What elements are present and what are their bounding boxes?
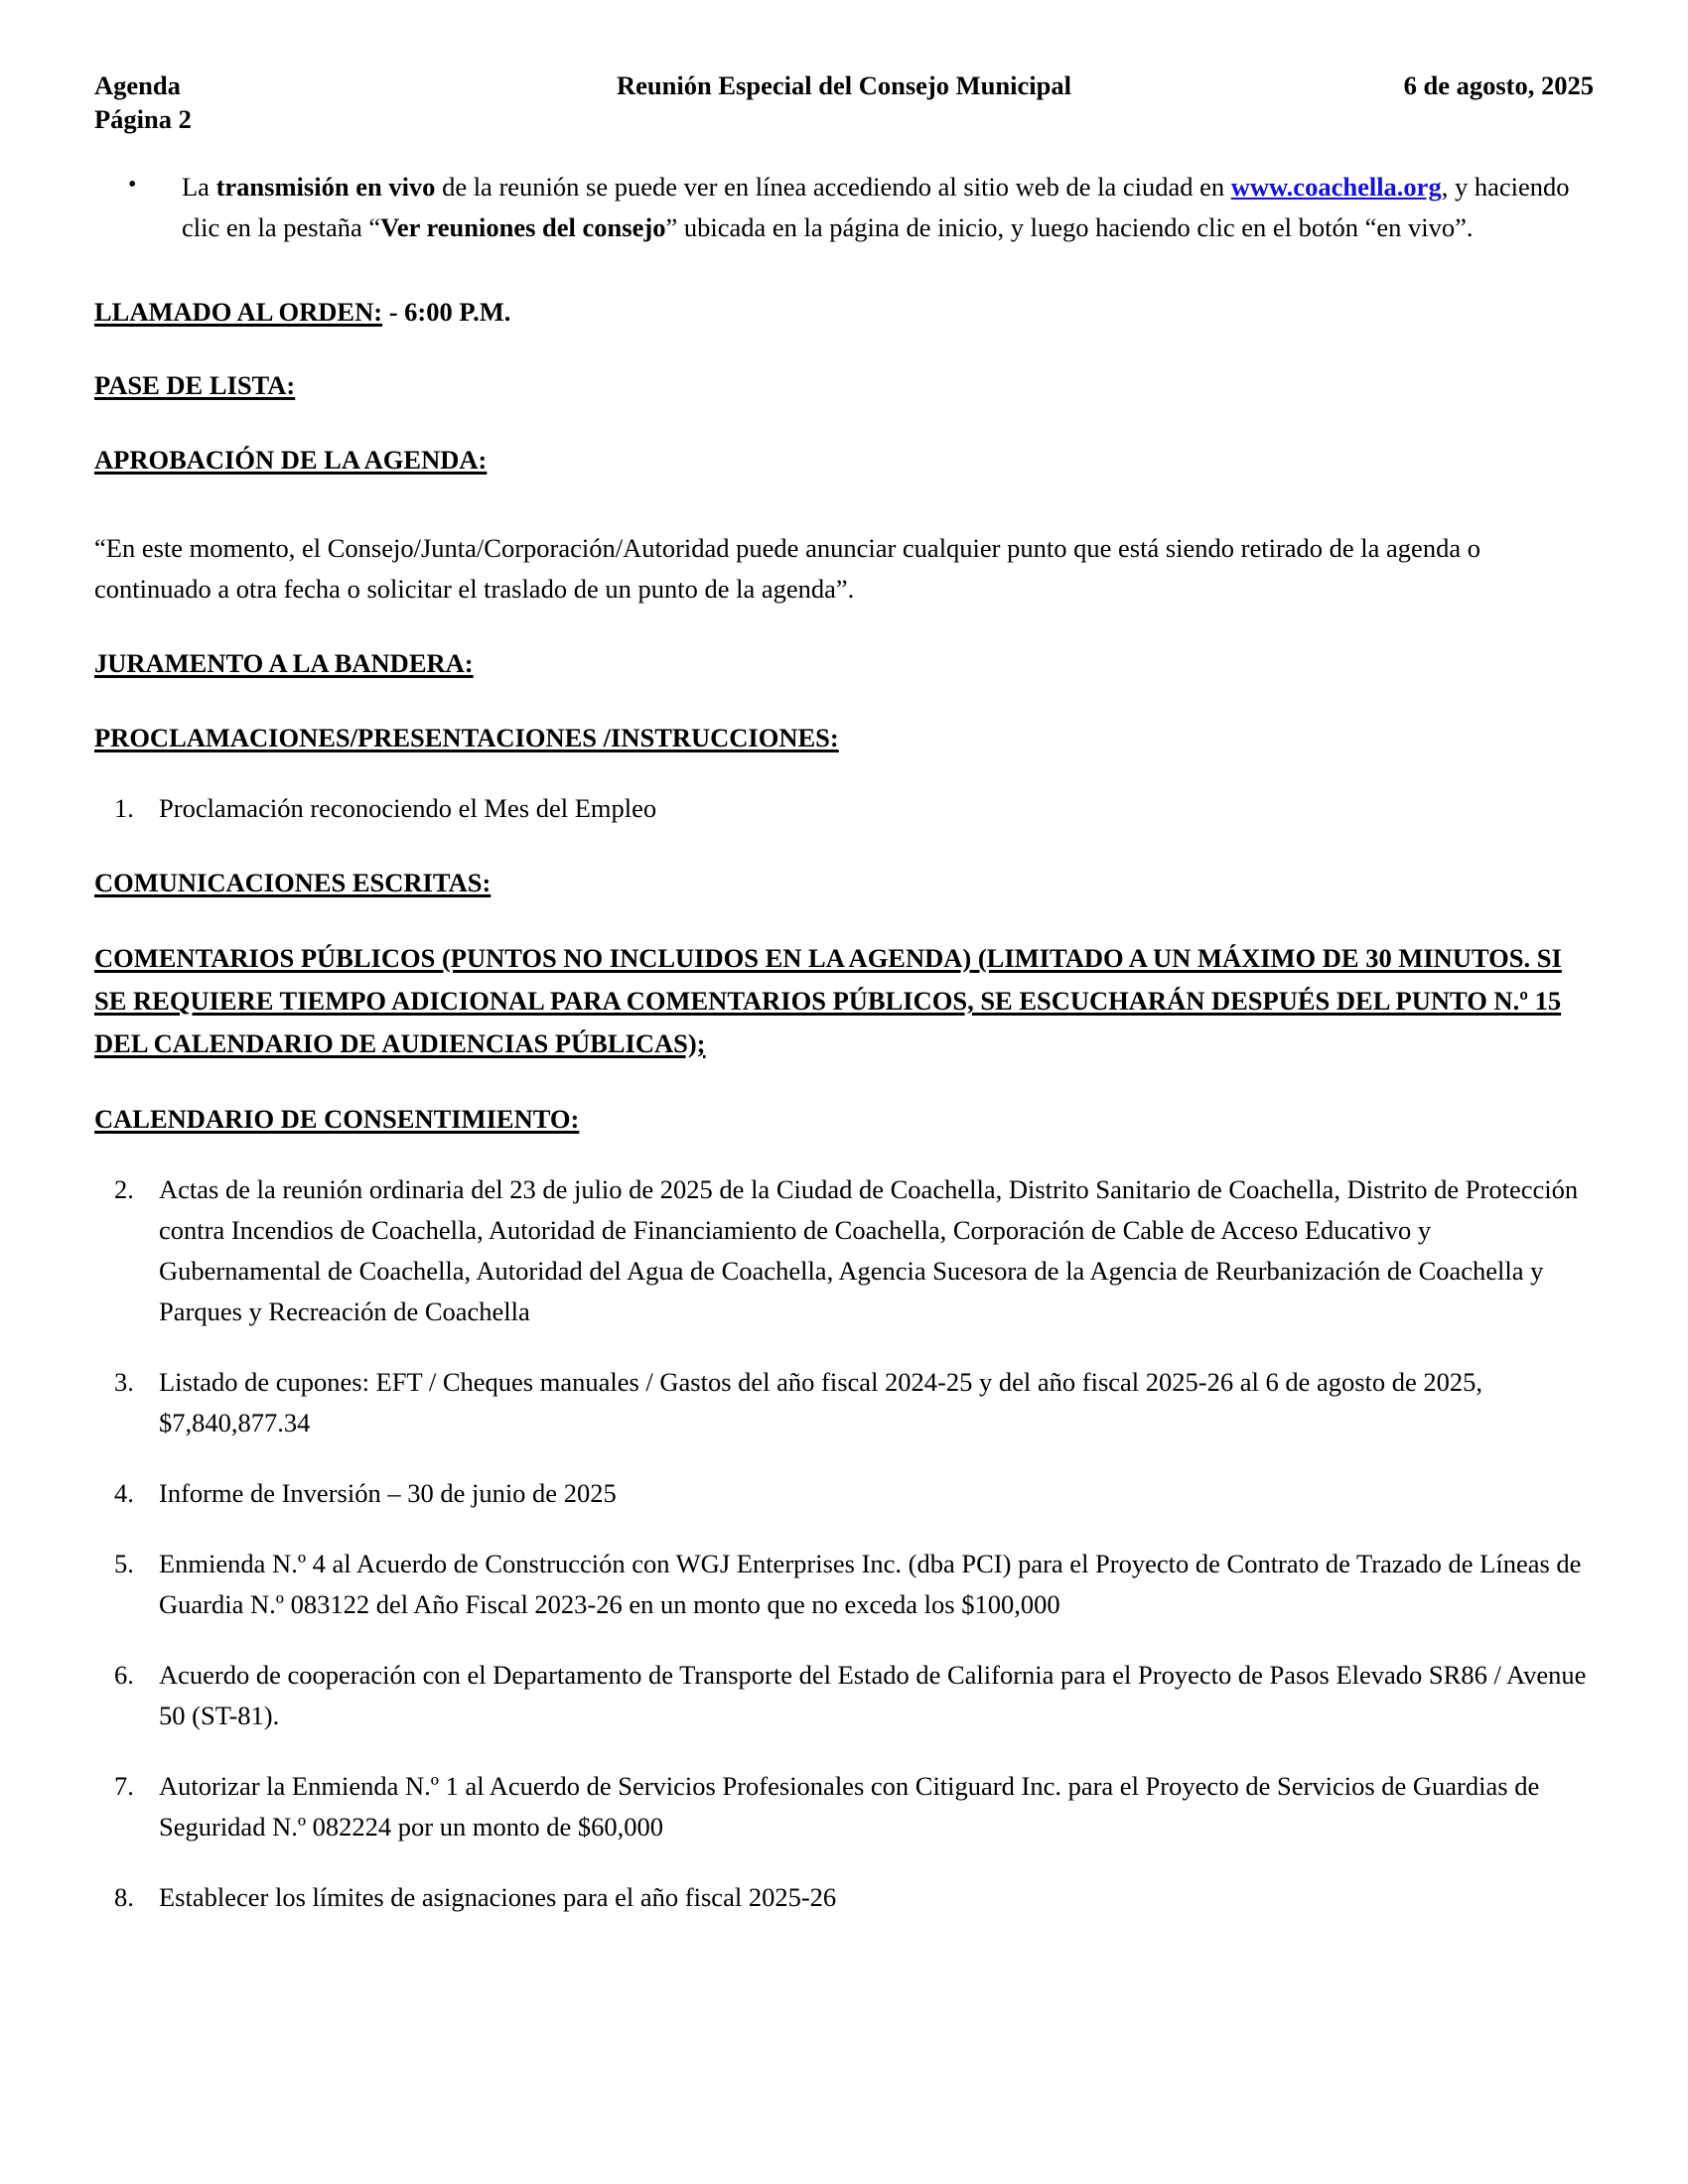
table-row (94, 1362, 1594, 1443)
list-item (94, 788, 1594, 829)
table-row (94, 1473, 1594, 1514)
item-number: 6. (114, 1660, 134, 1690)
table-row (94, 1169, 1594, 1332)
live-stream-notice-list (94, 167, 1594, 248)
table-row (94, 1877, 1594, 1918)
list-item (94, 167, 1594, 248)
notice-text-part-1: La (182, 172, 216, 202)
item-text: Enmienda N.º 4 al Acuerdo de Construcción con WGJ Enterprises Inc. (dba PCI) para el Proyecto de Contrato de Trazado de Líneas de Guardia N.º 083122 del Año Fiscal 2023-26 en un monto que no exceda los $100,000 (159, 1549, 1582, 1619)
header-page-number: Página 2 (94, 104, 192, 134)
item-number: 3. (114, 1367, 134, 1397)
proclamation-item-list (94, 788, 1594, 829)
consent-calendar-item-list (94, 1169, 1594, 1918)
header-document-type: Agenda (94, 70, 181, 100)
item-text: Establecer los límites de asignaciones para el año fiscal 2025-26 (159, 1882, 837, 1912)
call-to-order-time: - 6:00 P.M. (382, 297, 511, 327)
city-website-link[interactable]: www.coachella.org (1230, 172, 1442, 202)
section-heading-agenda-approval: APROBACIÓN DE LA AGENDA: (94, 445, 488, 475)
table-row (94, 1544, 1594, 1625)
header-meeting-title: Reunión Especial del Consejo Municipal (617, 70, 1071, 100)
section-heading-consent-calendar: CALENDARIO DE CONSENTIMIENTO: (94, 1104, 580, 1134)
notice-text-part-3: , y haciendo clic en la pestaña “ (182, 172, 1570, 242)
item-number: 8. (114, 1882, 134, 1912)
section-heading-written-communications: COMUNICACIONES ESCRITAS: (94, 868, 492, 897)
item-text: Listado de cupones: EFT / Cheques manuales / Gastos del año fiscal 2024-25 y del año fiscal 2025-26 al 6 de agosto de 2025, $7,840,877.34 (159, 1367, 1483, 1437)
notice-bold-live-stream: transmisión en vivo (215, 172, 436, 202)
item-number: 5. (114, 1549, 134, 1578)
item-text: Informe de Inversión – 30 de junio de 2025 (159, 1478, 617, 1508)
section-heading-call-to-order (94, 292, 1594, 332)
item-text: Autorizar la Enmienda N.º 1 al Acuerdo de Servicios Profesionales con Citiguard Inc. para el Proyecto de Servicios de Guardias de Seguridad N.º 082224 por un monto de $60,000 (159, 1771, 1540, 1842)
item-text: Proclamación reconociendo el Mes del Empleo (159, 793, 657, 823)
item-text: Acuerdo de cooperación con el Departamento de Transporte del Estado de California para el Proyecto de Pasos Elevado SR86 / Avenue 50 (ST-81). (159, 1660, 1587, 1730)
notice-bold-tab-name: Ver reuniones del consejo (380, 212, 666, 242)
notice-text-part-2: de la reunión se puede ver en línea accediendo al sitio web de la ciudad en (435, 172, 1231, 202)
item-text: Actas de la reunión ordinaria del 23 de julio de 2025 de la Ciudad de Coachella, Distrito Sanitario de Coachella, Distrito de Protección contra Incendios de Coachella, Autoridad de Financiamiento de Coachella, Corporación de Cable de Acceso Educativo y Gubernamental de Coachella, Autoridad del Agua de Coachella, Agencia Sucesora de la Agencia de Reurbanización de Coachella y Parques y Recreación de Coachella (159, 1174, 1579, 1326)
agenda-approval-quote: “En este momento, el Consejo/Junta/Corporación/Autoridad puede anunciar cualquier punto que está siendo retirado de la agenda o continuado a otra fecha o solicitar el traslado de un punto de la agenda”. (94, 533, 1480, 604)
section-heading-pledge-of-allegiance: JURAMENTO A LA BANDERA: (94, 648, 474, 678)
call-to-order-label: LLAMADO AL ORDEN: (94, 297, 383, 327)
live-stream-notice-text (182, 167, 1594, 248)
item-number: 1. (114, 793, 134, 823)
table-row (94, 1766, 1594, 1847)
table-row (94, 1655, 1594, 1736)
item-number: 2. (114, 1174, 134, 1204)
section-heading-proclamations: PROCLAMACIONES/PRESENTACIONES /INSTRUCCIONES: (94, 723, 839, 752)
header-meeting-date: 6 de agosto, 2025 (1403, 70, 1594, 100)
notice-text-part-4: ” ubicada en la página de inicio, y luego haciendo clic en el botón “en vivo”. (665, 212, 1474, 242)
bullet-icon: • (128, 172, 137, 198)
page-header (94, 68, 1594, 145)
item-number: 7. (114, 1771, 134, 1801)
section-heading-roll-call: PASE DE LISTA: (94, 370, 296, 400)
section-heading-public-comments: COMENTARIOS PÚBLICOS (PUNTOS NO INCLUIDOS EN LA AGENDA) (LIMITADO A UN MÁXIMO DE 30 MINUTOS. SI SE REQUIERE TIEMPO ADICIONAL PARA COMENTARIOS PÚBLICOS, SE ESCUCHARÁN DESPUÉS DEL PUNTO N.º 15 DEL CALENDARIO DE AUDIENCIAS PÚBLICAS); (94, 943, 1562, 1058)
item-number: 4. (114, 1478, 134, 1508)
